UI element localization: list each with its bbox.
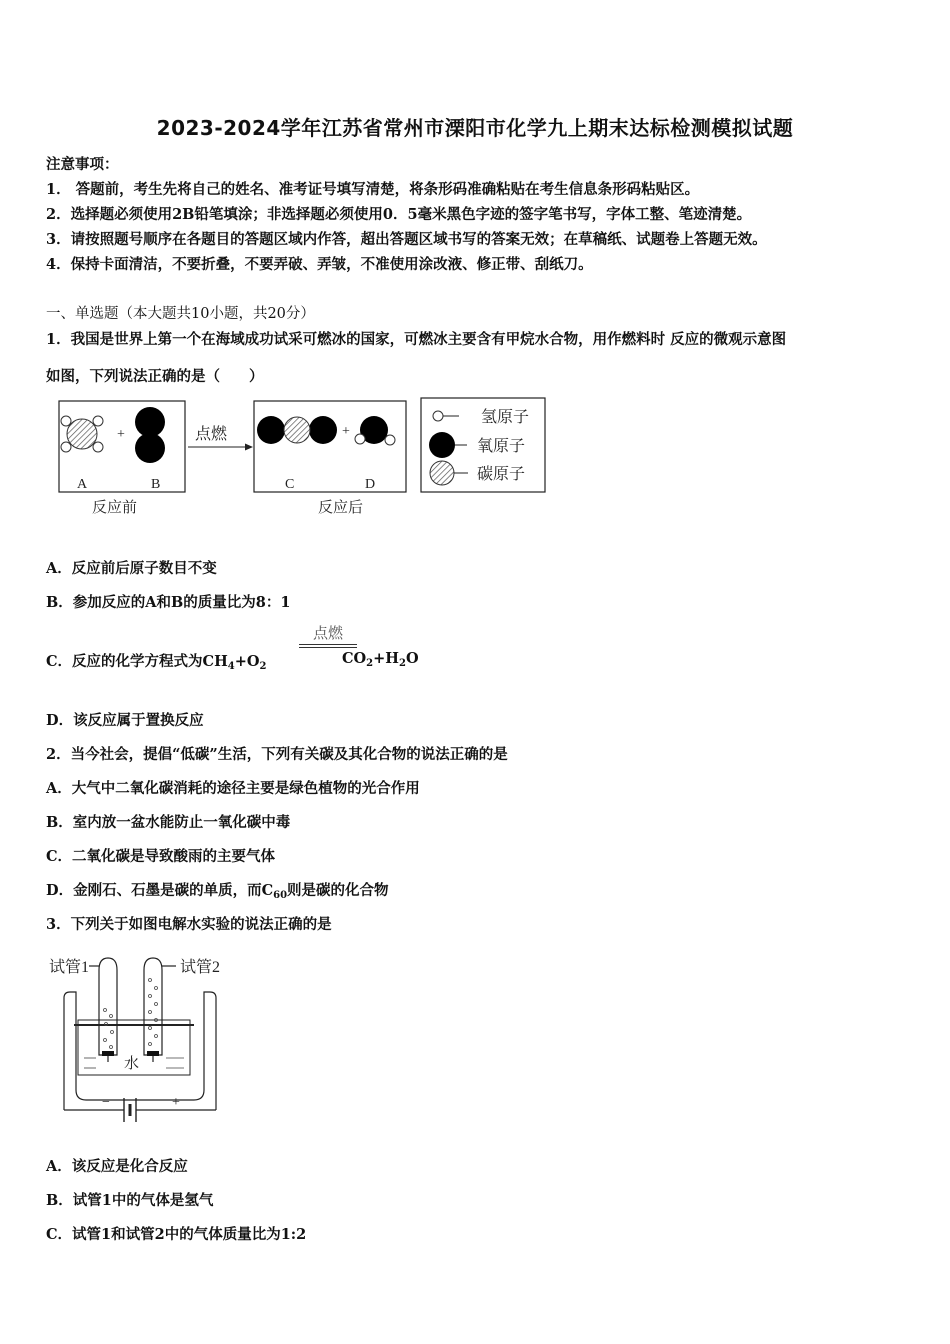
notice-item-1: 1． 答题前，考生先将自己的姓名、准考证号填写清楚，将条形码准确粘贴在考生信息条形码粘贴区。	[46, 181, 700, 198]
page-title: 2023-2024学年江苏省常州市溧阳市化学九上期末达标检测模拟试题	[156, 116, 794, 140]
arrow-condition: 点燃	[195, 426, 228, 443]
reaction-diagram	[55, 395, 555, 520]
after-box	[254, 401, 406, 492]
q3-option-c: C．试管1和试管2中的气体质量比为1:2	[46, 1226, 307, 1243]
q3-option-b: B．试管1中的气体是氢气	[46, 1192, 214, 1209]
minus-label: −	[102, 1095, 110, 1110]
legend-carbon: 碳原子	[477, 466, 526, 483]
molecule-c-co2	[257, 416, 337, 444]
q1-option-c-h: +H	[373, 650, 399, 667]
label-a: A	[77, 477, 88, 492]
q1-option-c-h-sub: 2	[399, 658, 406, 669]
notice-heading: 注意事项：	[46, 156, 119, 173]
svg-text:+: +	[117, 427, 125, 442]
tube2-label: 试管2	[180, 959, 221, 976]
molecule-b-oxygen	[135, 407, 165, 463]
section-heading: 一、单选题（本大题共10小题，共20分）	[46, 306, 315, 322]
q1-option-c-o: +O	[234, 653, 260, 670]
label-before: 反应前	[92, 500, 138, 516]
notice-item-3: 3．请按照题号顺序在各题目的答题区域内作答，超出答题区域书写的答案无效；在草稿纸、试题卷上答题无效。	[46, 231, 767, 248]
q2-stem: 2．当今社会，提倡“低碳”生活，下列有关碳及其化合物的说法正确的是	[46, 746, 508, 763]
q1-option-c-sub-2: 2	[259, 661, 267, 672]
label-c: C	[285, 477, 295, 492]
label-b: B	[151, 477, 161, 492]
q2-option-d	[46, 879, 389, 901]
svg-text:+: +	[342, 424, 350, 439]
molecule-a-methane	[61, 416, 103, 452]
equation-double-line	[299, 644, 357, 648]
water-label: 水	[124, 1056, 140, 1072]
plus-label: +	[172, 1095, 180, 1110]
equation-condition-text: 点燃	[312, 624, 343, 642]
equation-condition	[299, 622, 357, 648]
molecule-d-water	[355, 416, 395, 445]
q1-option-b: B．参加反应的A和B的质量比为8：1	[46, 594, 291, 611]
q1-option-c-co-sub: 2	[366, 658, 374, 669]
q1-option-c-prefix: C．反应的化学方程式为	[46, 653, 203, 670]
q2-option-c: C．二氧化碳是导致酸雨的主要气体	[46, 848, 276, 865]
q1-option-a: A．反应前后原子数目不变	[46, 560, 217, 577]
q1-option-c-o2: O	[405, 650, 419, 667]
q2-option-d-sub: 60	[273, 890, 288, 901]
label-d: D	[365, 477, 376, 492]
q1-stem-line1: 1．我国是世界上第一个在海域成功试采可燃冰的国家，可燃冰主要含有甲烷水合物，用作燃料时 反应的微观示意图	[46, 331, 787, 348]
electrolysis-diagram	[44, 950, 244, 1135]
notice-item-2: 2．选择题必须使用2B铅笔填涂；非选择题必须使用0．5毫米黑色字迹的签字笔书写，字体工整、笔迹清楚。	[46, 206, 752, 223]
q1-option-c-ch: CH	[202, 653, 228, 670]
notice-item-4: 4．保持卡面清洁，不要折叠，不要弄破、弄皱，不准使用涂改液、修正带、刮纸刀。	[46, 256, 593, 273]
q3-stem: 3．下列关于如图电解水实验的说法正确的是	[46, 916, 332, 933]
q2-option-d-pre: D．金刚石、石墨是碳的单质，而C	[46, 882, 274, 899]
q1-option-c-sub-4: 4	[227, 661, 235, 672]
legend-oxygen: 氧原子	[477, 438, 526, 455]
label-after: 反应后	[318, 500, 364, 516]
q2-option-d-post: 则是碳的化合物	[287, 882, 389, 899]
q1-option-c-co: CO	[342, 650, 367, 667]
q3-option-a: A．该反应是化合反应	[46, 1158, 188, 1175]
legend-hydrogen: 氢原子	[481, 409, 530, 426]
q1-stem-line2: 如图，下列说法正确的是（ ）	[46, 368, 264, 385]
tube1-label: 试管1	[49, 959, 90, 976]
q2-option-a: A．大气中二氧化碳消耗的途径主要是绿色植物的光合作用	[46, 780, 420, 797]
q1-option-d: D．该反应属于置换反应	[46, 712, 204, 729]
q2-option-b: B．室内放一盆水能防止一氧化碳中毒	[46, 814, 291, 831]
